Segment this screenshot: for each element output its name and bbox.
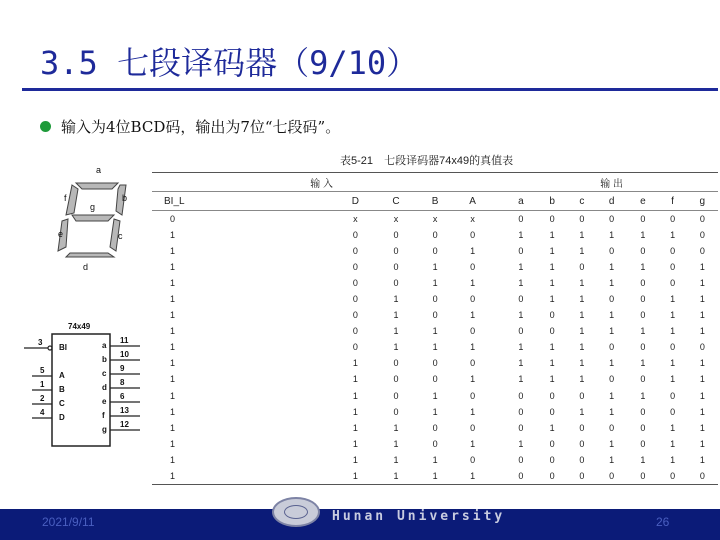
chip-pin-name-a: A [59, 371, 65, 380]
table-cell: 0 [393, 245, 399, 256]
table-cell: 1 [170, 294, 176, 305]
table-cell: 1 [416, 468, 453, 484]
table-cell: 1 [393, 326, 399, 337]
table-row [152, 420, 718, 436]
table-cell: 0 [549, 454, 555, 465]
table-cell: 1 [699, 310, 705, 321]
table-cell: 0 [640, 277, 646, 288]
table-cell: 0 [640, 213, 646, 224]
table-cell: 1 [352, 374, 358, 385]
table-cell: 1 [376, 468, 417, 484]
table-cell: 1 [549, 261, 555, 272]
table-caption-text: 七段译码器74x49的真值表 [384, 155, 514, 167]
table-cell: 0 [670, 390, 676, 401]
table-group-header [152, 173, 718, 192]
table-cell: x [470, 213, 475, 224]
table-cell: 0 [470, 261, 476, 272]
table-cell: 1 [579, 310, 585, 321]
table-row [152, 371, 718, 387]
table-cell: 1 [432, 326, 438, 337]
table-cell: 1 [170, 422, 176, 433]
table-cell: 0 [640, 422, 646, 433]
bullet-dot-icon [40, 121, 51, 132]
table-cell: 1 [549, 358, 555, 369]
table-cell: 0 [609, 422, 615, 433]
output-col-header: a [505, 192, 536, 211]
table-cell: 1 [393, 454, 399, 465]
table-cell: 1 [170, 245, 176, 256]
table-cell: 1 [152, 468, 335, 484]
chip-out-name-b: b [102, 355, 107, 364]
chip-pin-name-bi: BI [59, 343, 67, 352]
table-cell: 1 [609, 438, 615, 449]
table-row [152, 275, 718, 291]
table-cell: 0 [170, 213, 176, 224]
table-row [152, 291, 718, 307]
table-row [152, 452, 718, 468]
table-cell: 0 [699, 213, 705, 224]
table-cell: 1 [170, 310, 176, 321]
table-cell: 1 [432, 390, 438, 401]
chip-pin-name-b: B [59, 385, 65, 394]
output-col-header: g [687, 192, 718, 211]
chip-out-num-b: 10 [120, 350, 129, 359]
table-cell: 1 [170, 454, 176, 465]
seven-segment-figure [48, 165, 158, 275]
chip-out-num-c: 9 [120, 364, 125, 373]
footer-date: 2021/9/11 [42, 515, 95, 529]
table-row [152, 323, 718, 339]
table-cell: 1 [518, 229, 524, 240]
table-cell: 1 [670, 422, 676, 433]
chip-out-num-e: 6 [120, 392, 125, 401]
segment-label-d: d [83, 262, 89, 272]
chip-out-num-a: 11 [120, 336, 129, 345]
table-cell: 1 [609, 229, 615, 240]
table-cell: 1 [609, 406, 615, 417]
table-cell: 0 [579, 422, 585, 433]
table-cell: 0 [670, 342, 676, 353]
table-cell: 1 [352, 390, 358, 401]
table-cell: 0 [670, 261, 676, 272]
input-col-header: BI_L [152, 192, 335, 211]
table-cell: 0 [518, 294, 524, 305]
table-cell: 0 [518, 326, 524, 337]
table-cell: 1 [609, 261, 615, 272]
chip-pin-num-b: 1 [40, 380, 45, 389]
output-col-header: f [658, 192, 686, 211]
table-cell: 1 [549, 277, 555, 288]
table-cell: 0 [432, 358, 438, 369]
table-cell: 0 [687, 468, 718, 484]
table-cell: 0 [568, 468, 596, 484]
table-cell: 0 [432, 310, 438, 321]
table-cell: 0 [640, 342, 646, 353]
table-cell: 0 [393, 229, 399, 240]
input-col-header: D [335, 192, 376, 211]
table-cell: 0 [640, 294, 646, 305]
table-cell: 1 [609, 310, 615, 321]
table-row [152, 436, 718, 452]
table-cell: 0 [352, 229, 358, 240]
table-cell: 1 [670, 454, 676, 465]
table-cell: 1 [470, 245, 476, 256]
table-cell: 1 [470, 342, 476, 353]
table-cell: 1 [470, 277, 476, 288]
table-cell: 0 [518, 213, 524, 224]
table-cell: 0 [549, 213, 555, 224]
table-cell: 0 [352, 294, 358, 305]
table-cell: 0 [549, 406, 555, 417]
table-cell: 0 [596, 468, 627, 484]
table-row [152, 339, 718, 355]
chip-out-name-g: g [102, 425, 107, 434]
chip-out-name-c: c [102, 369, 107, 378]
table-cell: 0 [699, 229, 705, 240]
chip-pin-num-d: 4 [40, 408, 45, 417]
segment-label-e: e [58, 229, 64, 239]
chip-pin-name-c: C [59, 399, 65, 408]
table-cell: 1 [470, 406, 476, 417]
table-cell: 1 [549, 245, 555, 256]
table-cell: 0 [432, 374, 438, 385]
table-cell: 0 [537, 468, 568, 484]
table-cell: 1 [549, 422, 555, 433]
table-cell: 0 [609, 245, 615, 256]
chip-out-name-d: d [102, 383, 107, 392]
table-cell: 1 [609, 358, 615, 369]
page-number: 26 [656, 515, 670, 529]
table-cell: 1 [518, 358, 524, 369]
table-cell: 1 [393, 310, 399, 321]
table-cell: 1 [670, 310, 676, 321]
table-cell: 0 [352, 261, 358, 272]
table-cell: 0 [579, 390, 585, 401]
table-cell: 1 [170, 326, 176, 337]
input-col-header: B [416, 192, 453, 211]
table-cell: 1 [170, 374, 176, 385]
table-cell: 0 [579, 454, 585, 465]
table-cell: 0 [470, 229, 476, 240]
table-cell: x [393, 213, 399, 224]
table-cell: 1 [670, 326, 676, 337]
table-cell: 0 [609, 294, 615, 305]
output-group-header: 输 出 [505, 173, 718, 192]
table-cell: 1 [352, 358, 358, 369]
table-cell: 1 [170, 390, 176, 401]
slide-title: 3.5 七段译码器（9/10） [40, 44, 419, 82]
table-cell: 0 [470, 358, 476, 369]
table-cell: 0 [609, 374, 615, 385]
table-cell: 1 [640, 390, 646, 401]
table-cell: 0 [658, 468, 686, 484]
table-cell: 1 [670, 358, 676, 369]
table-cell: 1 [609, 326, 615, 337]
segment-label-c: c [118, 231, 123, 241]
table-cell: 0 [518, 422, 524, 433]
footer-university: Hunan University [332, 509, 506, 524]
table-cell: 0 [352, 277, 358, 288]
table-cell: 1 [640, 454, 646, 465]
output-col-header: d [596, 192, 627, 211]
chip-pin-num-a: 5 [40, 366, 45, 375]
table-cell: 0 [670, 406, 676, 417]
bullet-item [40, 116, 340, 137]
table-cell: 1 [352, 406, 358, 417]
table-row [152, 388, 718, 404]
table-cell: 0 [579, 213, 585, 224]
table-cell: 1 [470, 438, 476, 449]
university-seal-icon [272, 497, 320, 527]
table-cell: 0 [470, 422, 476, 433]
segment-label-b: b [122, 193, 128, 203]
table-cell: 0 [470, 454, 476, 465]
chip-pin-num-bi: 3 [38, 338, 43, 347]
table-cell: 1 [579, 245, 585, 256]
table-cell: 1 [640, 326, 646, 337]
table-cell: 0 [393, 390, 399, 401]
table-cell: 0 [549, 326, 555, 337]
table-cell: 1 [393, 342, 399, 353]
output-col-header: c [568, 192, 596, 211]
table-cell: 0 [518, 406, 524, 417]
table-cell: 1 [579, 229, 585, 240]
table-cell: 1 [518, 342, 524, 353]
table-row [152, 259, 718, 275]
table-cell: 1 [549, 229, 555, 240]
table-cell: 0 [640, 310, 646, 321]
table-cell: 1 [579, 374, 585, 385]
title-underline [22, 88, 718, 91]
table-cell: 0 [432, 294, 438, 305]
table-cell: 1 [352, 438, 358, 449]
chip-pin-num-c: 2 [40, 394, 45, 403]
table-column-header [152, 192, 718, 211]
table-cell: x [432, 213, 438, 224]
segment-label-g: g [90, 202, 96, 212]
table-cell: 0 [470, 326, 476, 337]
table-cell: 0 [518, 390, 524, 401]
chip-pin-name-d: D [59, 413, 65, 422]
table-cell: 1 [640, 358, 646, 369]
table-cell: 0 [627, 468, 658, 484]
table-cell: 1 [579, 277, 585, 288]
table-cell: 1 [699, 422, 705, 433]
table-cell: 1 [454, 468, 491, 484]
table-cell: 0 [352, 310, 358, 321]
table-cell: 0 [640, 438, 646, 449]
table-cell: 1 [670, 374, 676, 385]
table-cell: 0 [640, 374, 646, 385]
table-cell: 1 [699, 454, 705, 465]
decoder-chip-figure [22, 320, 157, 460]
table-cell: 1 [352, 454, 358, 465]
table-cell: 0 [352, 326, 358, 337]
output-col-header: b [537, 192, 568, 211]
table-cell: 0 [393, 277, 399, 288]
table-cell: 0 [470, 390, 476, 401]
table-cell: 0 [518, 245, 524, 256]
table-cell: 1 [518, 277, 524, 288]
table-cell: 1 [699, 277, 705, 288]
table-cell: 0 [579, 438, 585, 449]
table-cell: 1 [579, 294, 585, 305]
table-cell: 1 [670, 438, 676, 449]
table-cell: 1 [640, 229, 646, 240]
table-cell: 1 [699, 406, 705, 417]
table-row [152, 243, 718, 259]
table-cell: 1 [549, 294, 555, 305]
table-cell: 1 [699, 390, 705, 401]
table-cell: 1 [549, 342, 555, 353]
table-cell: 0 [670, 277, 676, 288]
table-cell: 1 [699, 326, 705, 337]
table-cell: 1 [670, 229, 676, 240]
table-cell: 1 [170, 342, 176, 353]
table-cell: 0 [432, 229, 438, 240]
chip-out-num-g: 12 [120, 420, 129, 429]
table-cell: 1 [699, 261, 705, 272]
table-cell: 1 [170, 229, 176, 240]
table-cell: 1 [352, 422, 358, 433]
table-cell: 0 [609, 213, 615, 224]
table-cell: 1 [470, 310, 476, 321]
table-cell: 1 [699, 294, 705, 305]
chip-name: 74x49 [68, 322, 91, 331]
table-caption-number: 表5-21 [340, 155, 374, 167]
table-cell: 1 [170, 277, 176, 288]
table-cell: 0 [549, 310, 555, 321]
table-row [152, 404, 718, 420]
table-cell: 0 [699, 245, 705, 256]
table-cell: 0 [432, 422, 438, 433]
table-cell: 0 [393, 406, 399, 417]
table-cell: 1 [518, 310, 524, 321]
table-cell: 0 [549, 390, 555, 401]
table-row [152, 307, 718, 323]
table-cell: 0 [432, 438, 438, 449]
table-row [152, 468, 718, 484]
table-cell: 1 [699, 374, 705, 385]
table-cell: 1 [609, 277, 615, 288]
table-cell: 1 [170, 261, 176, 272]
table-cell: 1 [393, 294, 399, 305]
table-cell: 1 [579, 358, 585, 369]
table-cell: 0 [470, 294, 476, 305]
segment-label-a: a [96, 165, 102, 175]
chip-out-name-f: f [102, 411, 105, 420]
chip-out-name-e: e [102, 397, 107, 406]
chip-out-name-a: a [102, 341, 107, 350]
table-cell: 1 [432, 342, 438, 353]
bullet-text: 输入为4位BCD码，输出为7位“七段码”。 [61, 118, 341, 136]
table-row [152, 355, 718, 371]
truth-table [152, 172, 718, 485]
table-cell: 1 [699, 438, 705, 449]
table-cell: 1 [609, 454, 615, 465]
chip-out-num-d: 8 [120, 378, 125, 387]
table-cell: 1 [518, 261, 524, 272]
table-cell: 0 [609, 342, 615, 353]
table-cell: 1 [432, 406, 438, 417]
table-cell: x [353, 213, 358, 224]
table-cell: 1 [432, 454, 438, 465]
input-col-header: A [454, 192, 491, 211]
seven-segment-display-icon [48, 165, 158, 275]
table-cell: 1 [579, 406, 585, 417]
table-cell: 1 [170, 438, 176, 449]
table-cell: 1 [699, 358, 705, 369]
table-cell: 0 [518, 454, 524, 465]
chip-out-num-f: 13 [120, 406, 129, 415]
table-cell: 1 [170, 358, 176, 369]
table-cell: 1 [170, 406, 176, 417]
segment-label-f: f [64, 193, 67, 203]
table-cell: 1 [640, 261, 646, 272]
table-cell: 0 [393, 261, 399, 272]
table-cell: 0 [352, 342, 358, 353]
table-cell: 1 [393, 438, 399, 449]
table-cell: 0 [640, 406, 646, 417]
table-cell: 1 [579, 326, 585, 337]
table-cell: 1 [432, 277, 438, 288]
table-cell: 1 [579, 342, 585, 353]
table-cell: 0 [352, 245, 358, 256]
table-cell: 1 [518, 374, 524, 385]
table-row [152, 227, 718, 243]
table-cell: 0 [432, 245, 438, 256]
table-cell: 1 [393, 422, 399, 433]
table-cell: 0 [393, 358, 399, 369]
table-caption [340, 152, 521, 168]
table-cell: 1 [670, 294, 676, 305]
table-cell: 1 [609, 390, 615, 401]
table-cell: 1 [432, 261, 438, 272]
table-cell: 0 [505, 468, 536, 484]
input-col-header: C [376, 192, 417, 211]
table-cell: 0 [579, 261, 585, 272]
table-cell: 1 [549, 374, 555, 385]
table-cell: 0 [699, 342, 705, 353]
table-cell: 1 [470, 374, 476, 385]
output-col-header: e [627, 192, 658, 211]
table-cell: 0 [670, 213, 676, 224]
table-cell: 0 [549, 438, 555, 449]
table-cell: 0 [670, 245, 676, 256]
table-row [152, 211, 718, 227]
table-cell: 1 [518, 438, 524, 449]
table-cell: 1 [335, 468, 376, 484]
table-body [152, 211, 718, 485]
table-cell: 0 [393, 374, 399, 385]
table-cell: 0 [640, 245, 646, 256]
input-group-header: 输 入 [152, 173, 491, 192]
